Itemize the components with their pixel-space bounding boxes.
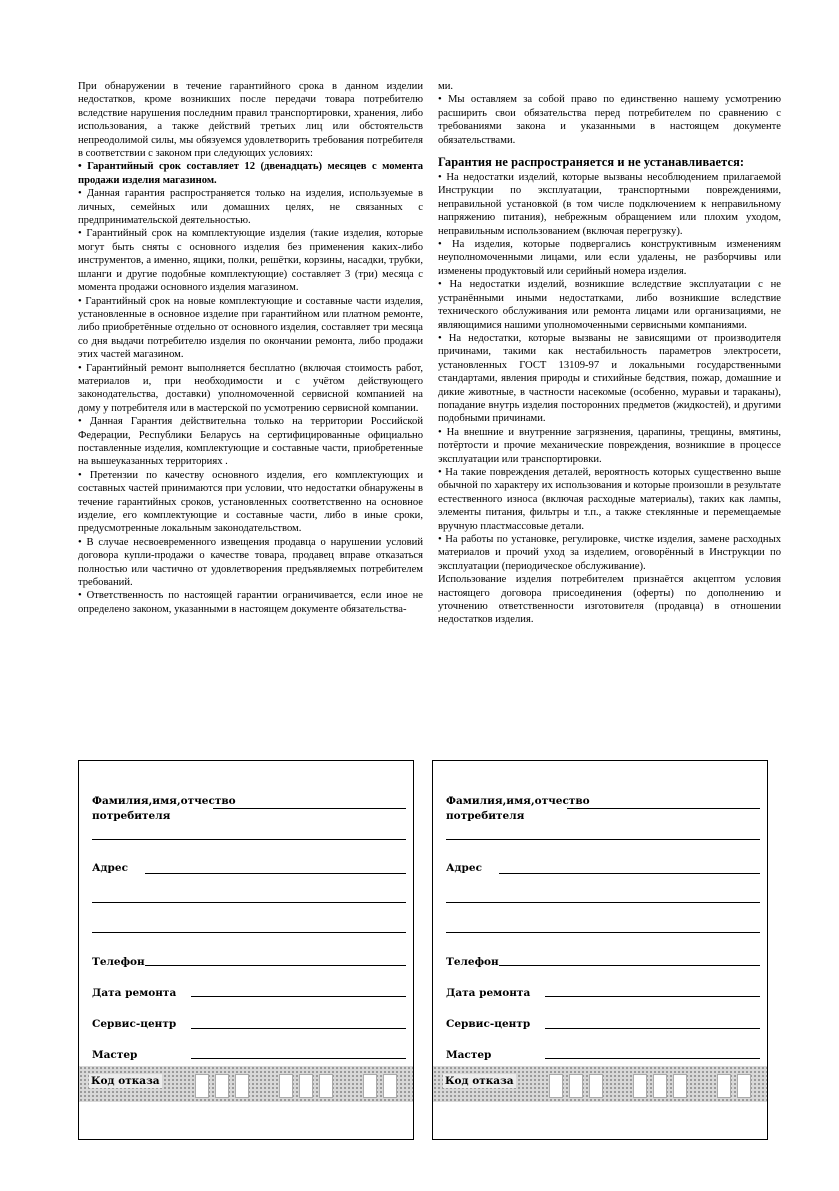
warranty-paragraph: • На такие повреждения деталей, вероятность которых существенно выше обычной по характеру их использования и которые произошли в результате естественного износа (включая расходные материалы), таких как лампы, элементы питания, фильтры и т.п., а также стеклянные и перемещаемые вручную пластмассовые детали.: [438, 466, 781, 533]
failure-code-label: Код отказа: [445, 1075, 514, 1087]
master-label: Мастер: [92, 1049, 138, 1061]
code-box[interactable]: [633, 1074, 647, 1098]
name-label: Фамилия,имя,отчество: [92, 795, 236, 807]
failure-code-label: Код отказа: [91, 1075, 160, 1087]
phone-label: Телефон: [446, 956, 499, 968]
warranty-paragraph: • На изделия, которые подвергались конструктивным изменениям неуполномоченными лицами, или если удалены, не разборчивы или изменены продуктовый или серийный номера изделия.: [438, 238, 781, 278]
master-input-line[interactable]: [545, 1058, 760, 1059]
name-input-line[interactable]: [567, 808, 760, 809]
repair-record-card-2: [432, 760, 768, 1140]
warranty-paragraph: Использование изделия потребителем признаётся акцептом условия настоящего договора присоединения (оферты) по дополнению и уточнению ответственности изготовителя (продавца) в отношении недостатков изделия.: [438, 574, 781, 626]
code-box[interactable]: [569, 1074, 583, 1098]
warranty-paragraph: • На недостатки, которые вызваны не зависящими от производителя причинами, такими как нестабильность параметров электросети, установленных ГОСТ 13109-97 и локальными государственными стандартами, явления природы и стихийные бедствия, пожар, домашние и дикие животные, в частности насекомые (особенно, муравьи и тараканы), попадание внутрь изделия посторонних предметов (жидкостей), и другими подобными причинами.: [438, 332, 781, 426]
service-center-label: Сервис-центр: [92, 1018, 177, 1030]
address-input-line-3[interactable]: [92, 932, 406, 933]
failure-code-strip: [79, 1066, 413, 1102]
warranty-paragraph: • В случае несвоевременного извещения продавца о нарушении условий договора купли-продажи о качестве товара, продавец вправе отказаться полностью или частично от удовлетворения предъявляемых потребителем требований.: [78, 536, 423, 590]
name-label: Фамилия,имя,отчество: [446, 795, 590, 807]
code-box[interactable]: [589, 1074, 603, 1098]
repair-record-card-1: [78, 760, 414, 1140]
warranty-paragraph: • Гарантийный ремонт выполняется бесплатно (включая стоимость работ, материалов и, при необходимости и с учётом действующего законодательства, доставки) уполномоченной сервисной компанией на дому у потребителя или в мастерской по усмотрению сервисной компании.: [78, 362, 423, 416]
phone-label: Телефон: [92, 956, 145, 968]
repair-date-label: Дата ремонта: [92, 987, 177, 999]
repair-date-label: Дата ремонта: [446, 987, 531, 999]
right-column-bottom: [438, 171, 781, 627]
warranty-paragraph: • Гарантийный срок на новые комплектующие и составные части изделия, установленные в основное изделие при гарантийном или платном ремонте, либо приобретённые отдельно от основного изделия, составляет три месяца со дня выдачи потребителю изделия по окончании ремонта, либо продажи этих частей магазином.: [78, 295, 423, 362]
warranty-paragraph: • Ответственность по настоящей гарантии ограничивается, если иное не определено законом, указанными в настоящем документе обязательства-: [78, 589, 423, 616]
code-box[interactable]: [319, 1074, 333, 1098]
code-box[interactable]: [195, 1074, 209, 1098]
warranty-left-column: [78, 80, 423, 616]
warranty-paragraph: При обнаружении в течение гарантийного срока в данном изделии недостатков, кроме возникших после передачи товара потребителю вследствие нарушения последним правил транспортировки, хранения, либо использования, а также действий третьих лиц или обстоятельств непреодолимой силы, мы обязуемся удовлетворить требования потребителя в соответствии с законом при следующих условиях:: [78, 81, 423, 160]
code-box[interactable]: [235, 1074, 249, 1098]
warranty-paragraph: • Претензии по качеству основного изделия, его комплектующих и составных частей принимаются при условии, что недостатки обнаружены в течение гарантийных сроков, установленных соответственно на основное изделие, его комплектующие и составные части, либо в иные сроки, предусмотренные локальным законодательством.: [78, 469, 423, 536]
service-center-input-line[interactable]: [191, 1028, 406, 1029]
warranty-paragraph: • На недостатки изделий, возникшие вследствие эксплуатации с не устранёнными иными недостатками, либо возникшие вследствие технического обслуживания или ремонта лицами или организациями, не являющимися нашими уполномоченными сервисными компаниями.: [438, 278, 781, 332]
name-input-line-2[interactable]: [446, 839, 760, 840]
warranty-paragraph: ми.: [438, 81, 454, 92]
code-box[interactable]: [299, 1074, 313, 1098]
service-center-label: Сервис-центр: [446, 1018, 531, 1030]
name-label-2: потребителя: [446, 810, 525, 822]
repair-date-input-line[interactable]: [191, 996, 406, 997]
address-input-line-3[interactable]: [446, 932, 760, 933]
phone-input-line[interactable]: [499, 965, 760, 966]
address-input-line[interactable]: [499, 873, 760, 874]
warranty-paragraph: • На внешние и внутренние загрязнения, царапины, трещины, вмятины, потёртости и прочие механические повреждения, возникшие в процессе эксплуатации или транспортировки.: [438, 426, 781, 466]
warranty-paragraph: • Мы оставляем за собой право по единственно нашему усмотрению расширить свои обязательства перед потребителем по сравнению с требованиями закона и указанными в настоящем документе обязательствами.: [438, 93, 781, 147]
warranty-paragraph: • Данная гарантия распространяется только на изделия, используемые в личных, семейных или домашних целях, не связанных с предпринимательской деятельностью.: [78, 187, 423, 227]
code-box[interactable]: [737, 1074, 751, 1098]
warranty-paragraph: • Гарантийный срок на комплектующие изделия (такие изделия, которые могут быть сняты с основного изделия без применения каких-либо инструментов, а именно, ящики, полки, решётки, корзины, насадки, трубки, шланги и другие подобные комплектующие) составляет 3 (три) месяца с момента продажи основного изделия магазином.: [78, 227, 423, 294]
failure-code-strip: [433, 1066, 767, 1102]
code-box[interactable]: [363, 1074, 377, 1098]
warranty-paragraph: • Данная Гарантия действительна только на территории Российской Федерации, Республики Беларусь на сертифицированные официально поставленные изделия, комплектующие и составные части, приобретенные на вышеуказанных территориях .: [78, 415, 423, 469]
address-label: Адрес: [446, 862, 482, 874]
warranty-right-column: [438, 80, 781, 627]
repair-date-input-line[interactable]: [545, 996, 760, 997]
master-input-line[interactable]: [191, 1058, 406, 1059]
exclusions-heading: Гарантия не распространяется и не устанавливается:: [438, 155, 745, 170]
warranty-paragraph: • На работы по установке, регулировке, чистке изделия, замене расходных материалов и прочий уход за изделием, оговорённый в Инструкции по эксплуатации (периодическое обслуживание).: [438, 533, 781, 573]
warranty-paragraph: • Гарантийный срок составляет 12 (двенадцать) месяцев с момента продажи изделия магазином.: [78, 160, 423, 187]
master-label: Мастер: [446, 1049, 492, 1061]
code-box[interactable]: [673, 1074, 687, 1098]
warranty-paragraph: • На недостатки изделий, которые вызваны несоблюдением прилагаемой Инструкции по эксплуатации, транспортными повреждениями, неправильной установкой (в том числе подключением к неправильному напряжению питания), небрежным обращением или плохим уходом, неправильным использованием (включая перегрузку).: [438, 171, 781, 238]
address-input-line-2[interactable]: [446, 902, 760, 903]
code-box[interactable]: [717, 1074, 731, 1098]
right-column-top: [438, 80, 781, 147]
address-input-line[interactable]: [145, 873, 406, 874]
name-input-line[interactable]: [213, 808, 406, 809]
name-label-2: потребителя: [92, 810, 171, 822]
code-box[interactable]: [653, 1074, 667, 1098]
address-input-line-2[interactable]: [92, 902, 406, 903]
code-box[interactable]: [279, 1074, 293, 1098]
service-center-input-line[interactable]: [545, 1028, 760, 1029]
code-box[interactable]: [383, 1074, 397, 1098]
phone-input-line[interactable]: [145, 965, 406, 966]
code-box[interactable]: [215, 1074, 229, 1098]
code-box[interactable]: [549, 1074, 563, 1098]
name-input-line-2[interactable]: [92, 839, 406, 840]
address-label: Адрес: [92, 862, 128, 874]
